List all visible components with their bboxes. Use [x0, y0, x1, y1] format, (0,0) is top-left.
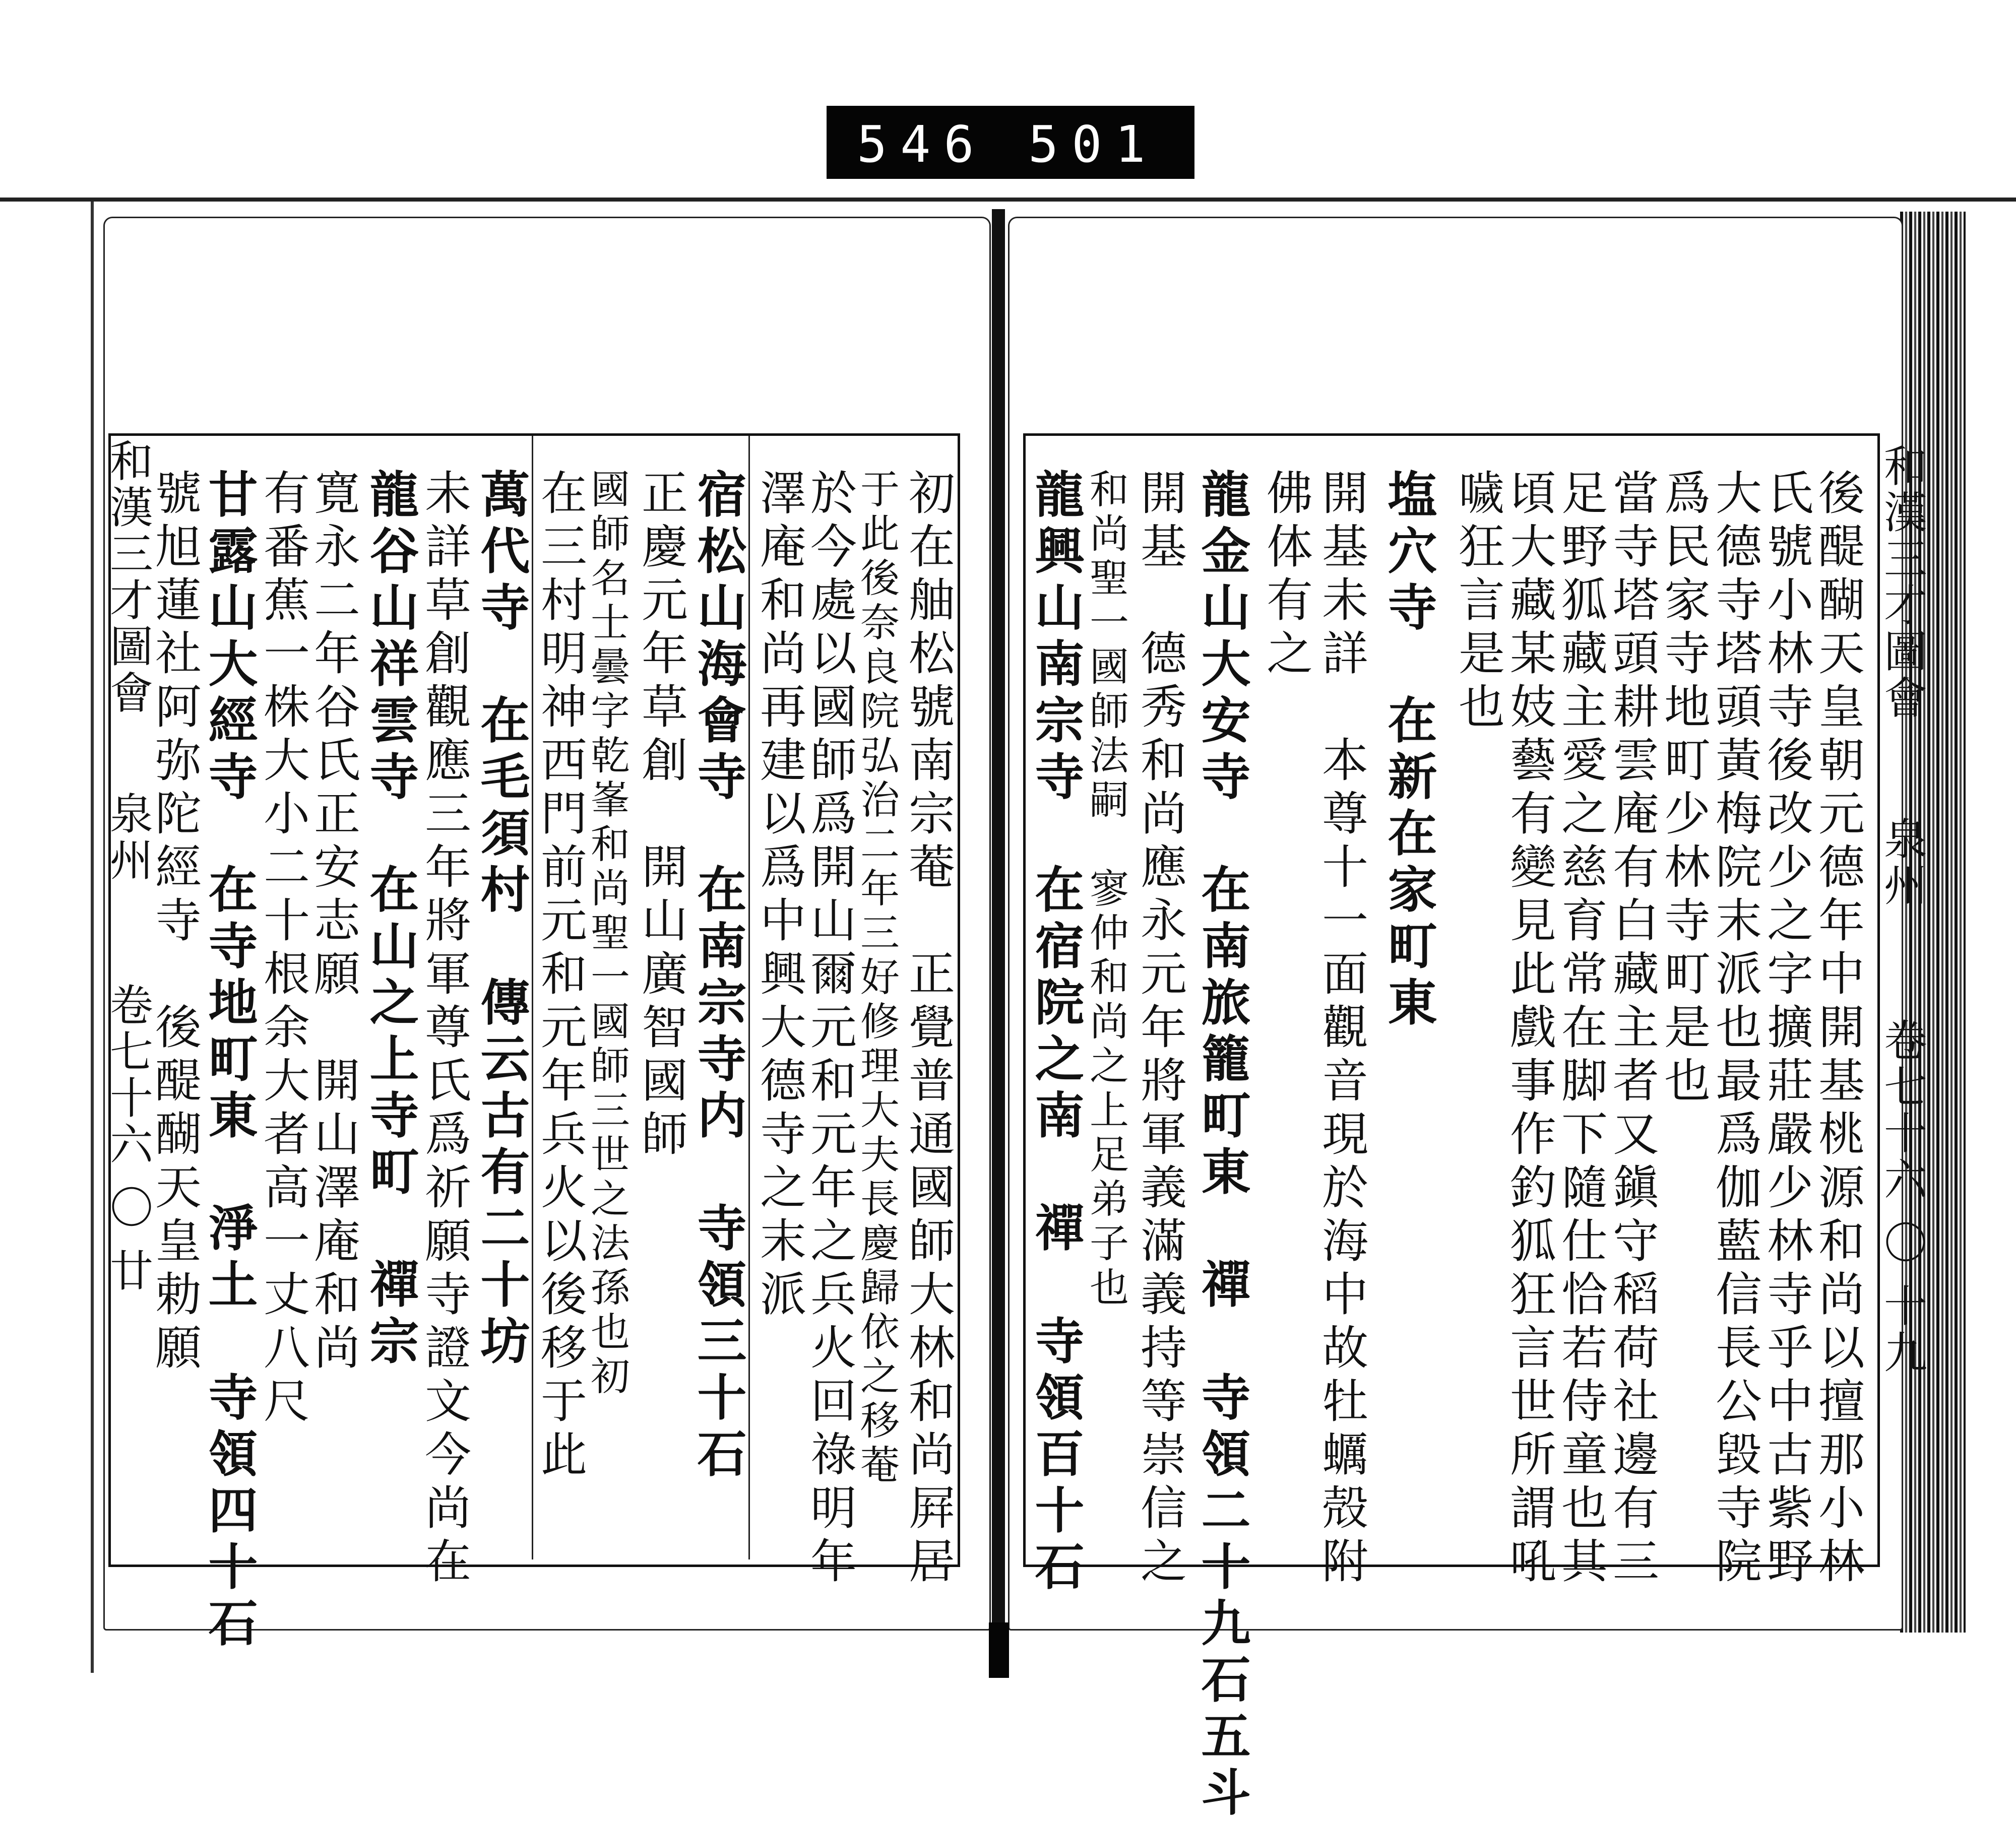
text-column: 國師名士曇字乾峯和尚聖一國師三世之法孫也初: [584, 469, 629, 1400]
text-column: 後醍醐天皇朝元德年中開基桃源和尚以擅那小林: [1811, 469, 1865, 1590]
text-column: 氏號小林寺後改少之字擴莊嚴少林寺乎中古紫野: [1759, 469, 1813, 1590]
temple-entry-heading: 萬代寺 在毛須村 傳云古有二十坊: [472, 469, 530, 1372]
spine-foot: [989, 1622, 1009, 1678]
left-gutter-title: 和漢三才圖會: [102, 438, 153, 717]
catalog-number-label: [827, 106, 1194, 179]
temple-entry-heading: 龍谷山祥雲寺 在山之上寺町 禪宗: [361, 469, 419, 1372]
text-column: 佛体有之: [1259, 469, 1313, 682]
text-column: 于此後奈良院弘治二年三好修理大夫長慶歸依之移菴: [854, 469, 899, 1488]
temple-entry-heading: 塩穴寺 在新在家町東: [1379, 469, 1437, 1033]
text-column: 大德寺塔頭黃梅院末派也最爲伽藍信長公毀寺院: [1708, 469, 1762, 1590]
left-gutter-folio: 卷七十六 〇 廿: [102, 983, 153, 1294]
text-column: 開基未詳 本尊十一面觀音現於海中故牡蠣殻附: [1314, 469, 1368, 1590]
text-column: 寛永二年谷氏正安志願 開山澤庵和尚: [306, 469, 360, 1377]
text-column: 噦狂言是也: [1451, 469, 1505, 736]
text-column: 號旭蓮社阿弥陀經寺 後醍醐天皇勅願: [148, 469, 202, 1377]
text-column: 爲民家寺地町少林寺町是也: [1657, 469, 1711, 1110]
column-divider: [748, 436, 750, 1559]
temple-entry-heading: 龍金山大安寺 在南旅籠町東 禪 寺領二十九石五斗: [1193, 469, 1251, 1823]
temple-entry-heading: 龍興山南宗寺 在宿院之南 禪 寺領百十石: [1027, 469, 1085, 1597]
scan-top-rule: [0, 198, 2016, 202]
right-gutter-section: 泉州: [1876, 816, 1927, 909]
text-column: 初在舳松號南宗菴 正覺普通國師大林和尚屛居: [901, 469, 955, 1590]
text-column: 於今處以國師爲開山爾元和元年之兵火回祿明年: [803, 469, 857, 1590]
text-column: 未詳草創觀應三年將軍尊氏爲祈願寺證文今尚在: [417, 469, 471, 1590]
catalog-number-left: 546: [857, 115, 987, 174]
text-column: 正慶元年草創 開山廣智國師: [634, 469, 688, 1163]
text-column: 和尚聖一國師法嗣 寥仲和尚之上足弟子也: [1083, 469, 1128, 1311]
right-gutter-title: 和漢三才圖會: [1876, 443, 1927, 722]
text-column: 頃大藏某妓藝有變見此戲事作釣狐狂言世所謂吼: [1502, 469, 1556, 1590]
text-column: 開基 德秀和尚應永元年將軍義滿義持等崇信之: [1133, 469, 1187, 1590]
book-spine: [992, 209, 1005, 1665]
temple-entry-heading: 甘露山大經寺 在寺地町東 淨土 寺領四十石: [200, 469, 258, 1654]
text-column: 足野狐藏主愛之慈育常在脚下隨仕恰若侍童也其: [1554, 469, 1608, 1590]
text-column: 有番蕉一株大小二十根余大者高一丈八尺: [256, 469, 310, 1430]
book-page-edges: [1900, 212, 1966, 1633]
scan-left-edge: [91, 202, 94, 1673]
text-column: 澤庵和尚再建以爲中興大德寺之末派: [752, 469, 806, 1323]
text-column: 在三村明神西門前元和元年兵火以後移于此: [533, 469, 587, 1483]
catalog-number-right: 501: [1028, 115, 1159, 174]
temple-entry-heading: 宿松山海會寺 在南宗寺内 寺領三十石: [689, 469, 747, 1484]
text-column: 當寺塔頭耕雲庵有白藏主者又鎭守稻荷社邊有三: [1605, 469, 1659, 1590]
right-gutter-folio: 卷七十六 〇 十九: [1876, 1018, 1927, 1376]
left-gutter-section: 泉州: [102, 791, 153, 884]
